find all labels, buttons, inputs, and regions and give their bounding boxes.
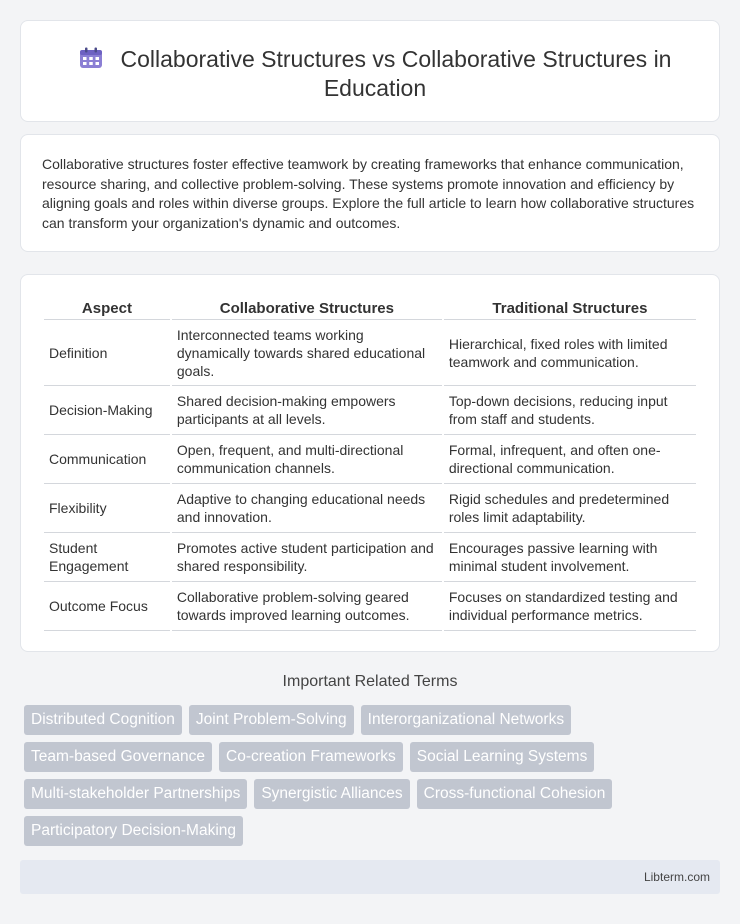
- tag-row: [24, 742, 724, 772]
- related-terms-heading: Important Related Terms: [282, 673, 458, 690]
- row-traditional: Focuses on standardized testing and individual performance metrics.: [444, 582, 696, 631]
- calendar-icon: [79, 47, 103, 69]
- footer-site-link[interactable]: Libterm.com: [643, 870, 710, 884]
- row-collaborative: Open, frequent, and multi-directional communication channels.: [172, 435, 442, 484]
- row-collaborative: Interconnected teams working dynamically towards shared educational goals.: [172, 320, 442, 386]
- row-aspect: Outcome Focus: [44, 582, 170, 631]
- row-traditional: Encourages passive learning with minimal student involvement.: [444, 533, 696, 582]
- page-title-wrap: [61, 45, 689, 103]
- related-term-tag[interactable]: Team-based Governance: [24, 742, 212, 772]
- comparison-table: [42, 296, 698, 631]
- header-traditional: Traditional Structures: [444, 296, 696, 320]
- table-row: [44, 582, 696, 631]
- row-traditional: Top-down decisions, reducing input from staff and students.: [444, 386, 696, 435]
- table-row: [44, 484, 696, 533]
- footer: [20, 860, 720, 894]
- row-collaborative: Collaborative problem-solving geared towards improved learning outcomes.: [172, 582, 442, 631]
- row-aspect: Student Engagement: [44, 533, 170, 582]
- related-term-tag[interactable]: Cross-functional Cohesion: [417, 779, 613, 809]
- related-term-tag[interactable]: Synergistic Alliances: [254, 779, 409, 809]
- intro-text: Collaborative structures foster effective teamwork by creating frameworks that enhance communication, resource sharing, and collective problem-solving. These systems promote innovation and efficiency by aligning goals and roles within diverse groups. Explore the full article to learn how collaborative structures can transform your organization's dynamic and outcomes.: [42, 156, 695, 231]
- row-aspect: Decision-Making: [44, 386, 170, 435]
- row-traditional: Formal, infrequent, and often one-directional communication.: [444, 435, 696, 484]
- row-aspect: Flexibility: [44, 484, 170, 533]
- related-term-tag[interactable]: Multi-stakeholder Partnerships: [24, 779, 247, 809]
- tag-row: [24, 705, 724, 735]
- related-terms-list: [24, 705, 724, 853]
- related-term-tag[interactable]: Distributed Cognition: [24, 705, 182, 735]
- table-header-row: [44, 296, 696, 320]
- table-row: [44, 320, 696, 386]
- tag-row: [24, 779, 724, 809]
- related-term-tag[interactable]: Participatory Decision-Making: [24, 816, 243, 846]
- title-card: [20, 20, 720, 122]
- row-collaborative: Promotes active student participation and shared responsibility.: [172, 533, 442, 582]
- related-term-tag[interactable]: Social Learning Systems: [410, 742, 595, 772]
- comparison-card: [20, 274, 720, 652]
- header-collaborative: Collaborative Structures: [172, 296, 442, 320]
- related-term-tag[interactable]: Joint Problem-Solving: [189, 705, 354, 735]
- row-traditional: Hierarchical, fixed roles with limited teamwork and communication.: [444, 320, 696, 386]
- row-collaborative: Shared decision-making empowers participants at all levels.: [172, 386, 442, 435]
- row-aspect: Communication: [44, 435, 170, 484]
- row-collaborative: Adaptive to changing educational needs and innovation.: [172, 484, 442, 533]
- row-traditional: Rigid schedules and predetermined roles limit adaptability.: [444, 484, 696, 533]
- related-term-tag[interactable]: Interorganizational Networks: [361, 705, 571, 735]
- table-row: [44, 435, 696, 484]
- related-term-tag[interactable]: Co-creation Frameworks: [219, 742, 403, 772]
- table-row: [44, 533, 696, 582]
- row-aspect: Definition: [44, 320, 170, 386]
- page-title: Collaborative Structures vs Collaborative Structures in Education: [120, 46, 672, 101]
- header-aspect: Aspect: [44, 296, 170, 320]
- table-row: [44, 386, 696, 435]
- tag-row: [24, 816, 724, 846]
- intro-card: [20, 134, 720, 252]
